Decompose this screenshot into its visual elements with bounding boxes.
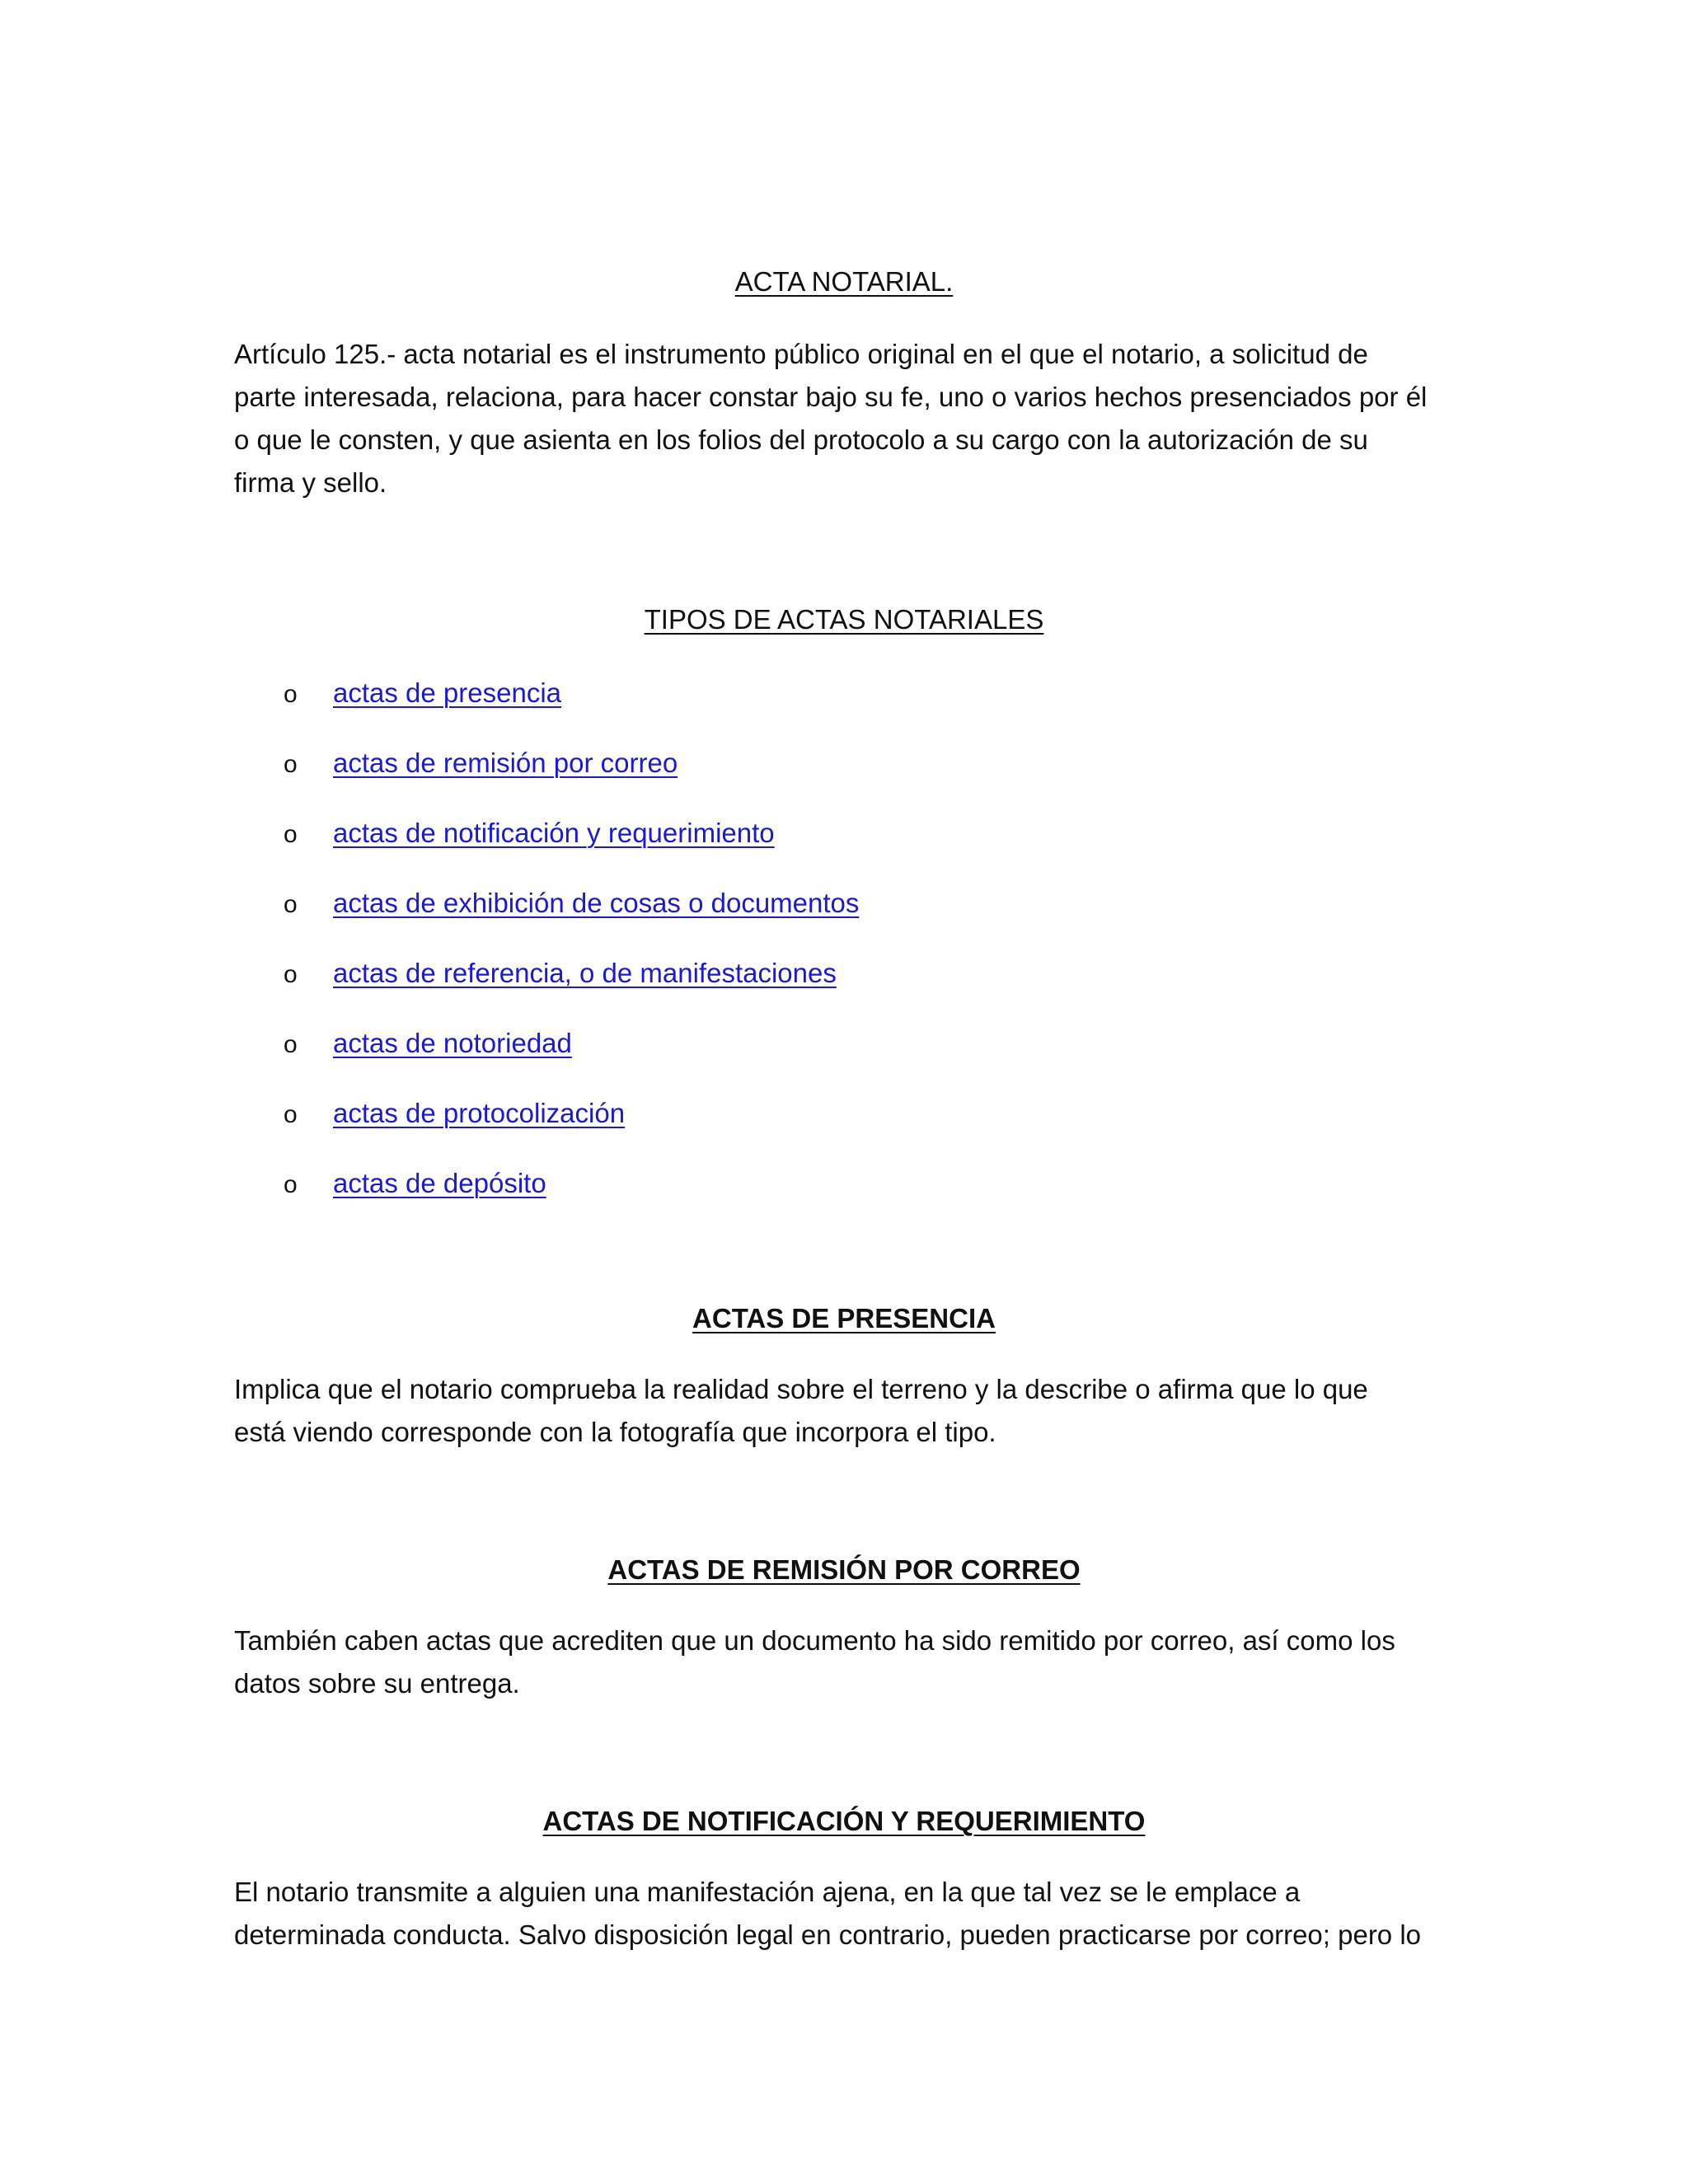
link-actas-de-protocolizacion[interactable]: actas de protocolización	[333, 1098, 626, 1128]
list-item	[234, 1162, 1454, 1232]
article-line: firma y sello.	[234, 467, 387, 498]
link-actas-de-referencia[interactable]: actas de referencia, o de manifestaciones	[333, 958, 837, 988]
list-item	[234, 742, 1454, 812]
list-item	[234, 812, 1454, 882]
types-list	[234, 672, 1454, 1232]
link-actas-de-notificacion[interactable]: actas de notificación y requerimiento	[333, 818, 775, 848]
article-125-paragraph	[234, 333, 1454, 504]
list-item	[234, 1022, 1454, 1092]
list-item	[234, 882, 1454, 952]
bullet-icon: o	[284, 891, 298, 918]
section-paragraph-notificacion	[234, 1871, 1454, 1957]
bullet-icon: o	[284, 1031, 298, 1058]
bullet-icon: o	[284, 1171, 298, 1198]
link-actas-de-notoriedad[interactable]: actas de notoriedad	[333, 1028, 572, 1058]
list-item	[234, 1092, 1454, 1162]
section-paragraph-remision	[234, 1619, 1454, 1705]
bullet-icon: o	[284, 1101, 298, 1128]
section-heading-presencia: ACTAS DE PRESENCIA	[692, 1303, 996, 1333]
article-line: o que le consten, y que asienta en los folios del protocolo a su cargo con la autorización de su	[234, 424, 1368, 455]
section-paragraph-presencia	[234, 1368, 1454, 1454]
list-item	[234, 952, 1454, 1022]
section-heading-remision: ACTAS DE REMISIÓN POR CORREO	[607, 1554, 1081, 1585]
link-actas-de-remision-por-correo[interactable]: actas de remisión por correo	[333, 748, 678, 778]
list-item	[234, 672, 1454, 742]
bullet-icon: o	[284, 961, 298, 988]
paragraph-line: Implica que el notario comprueba la realidad sobre el terreno y la describe o afirma que lo que	[234, 1374, 1368, 1404]
paragraph-line: datos sobre su entrega.	[234, 1668, 520, 1699]
bullet-icon: o	[284, 681, 298, 708]
link-actas-de-deposito[interactable]: actas de depósito	[333, 1168, 546, 1198]
paragraph-line: El notario transmite a alguien una manifestación ajena, en la que tal vez se le emplace a	[234, 1877, 1301, 1907]
section-heading-notificacion: ACTAS DE NOTIFICACIÓN Y REQUERIMIENTO	[542, 1806, 1146, 1836]
document-title: ACTA NOTARIAL.	[734, 266, 954, 297]
bullet-icon: o	[284, 751, 298, 778]
paragraph-line: está viendo corresponde con la fotografía que incorpora el tipo.	[234, 1417, 996, 1447]
types-heading: TIPOS DE ACTAS NOTARIALES	[644, 604, 1044, 635]
article-line: Artículo 125.- acta notarial es el instrumento público original en el que el notario, a solicitud de	[234, 339, 1368, 369]
link-actas-de-presencia[interactable]: actas de presencia	[333, 677, 562, 708]
paragraph-line: determinada conducta. Salvo disposición legal en contrario, pueden practicarse por correo; pero lo	[234, 1919, 1422, 1950]
paragraph-line: También caben actas que acrediten que un documento ha sido remitido por correo, así como los	[234, 1625, 1395, 1656]
bullet-icon: o	[284, 821, 298, 848]
link-actas-de-exhibicion[interactable]: actas de exhibición de cosas o documentos	[333, 888, 860, 918]
article-line: parte interesada, relaciona, para hacer constar bajo su fe, uno o varios hechos presenciados por él	[234, 382, 1428, 412]
